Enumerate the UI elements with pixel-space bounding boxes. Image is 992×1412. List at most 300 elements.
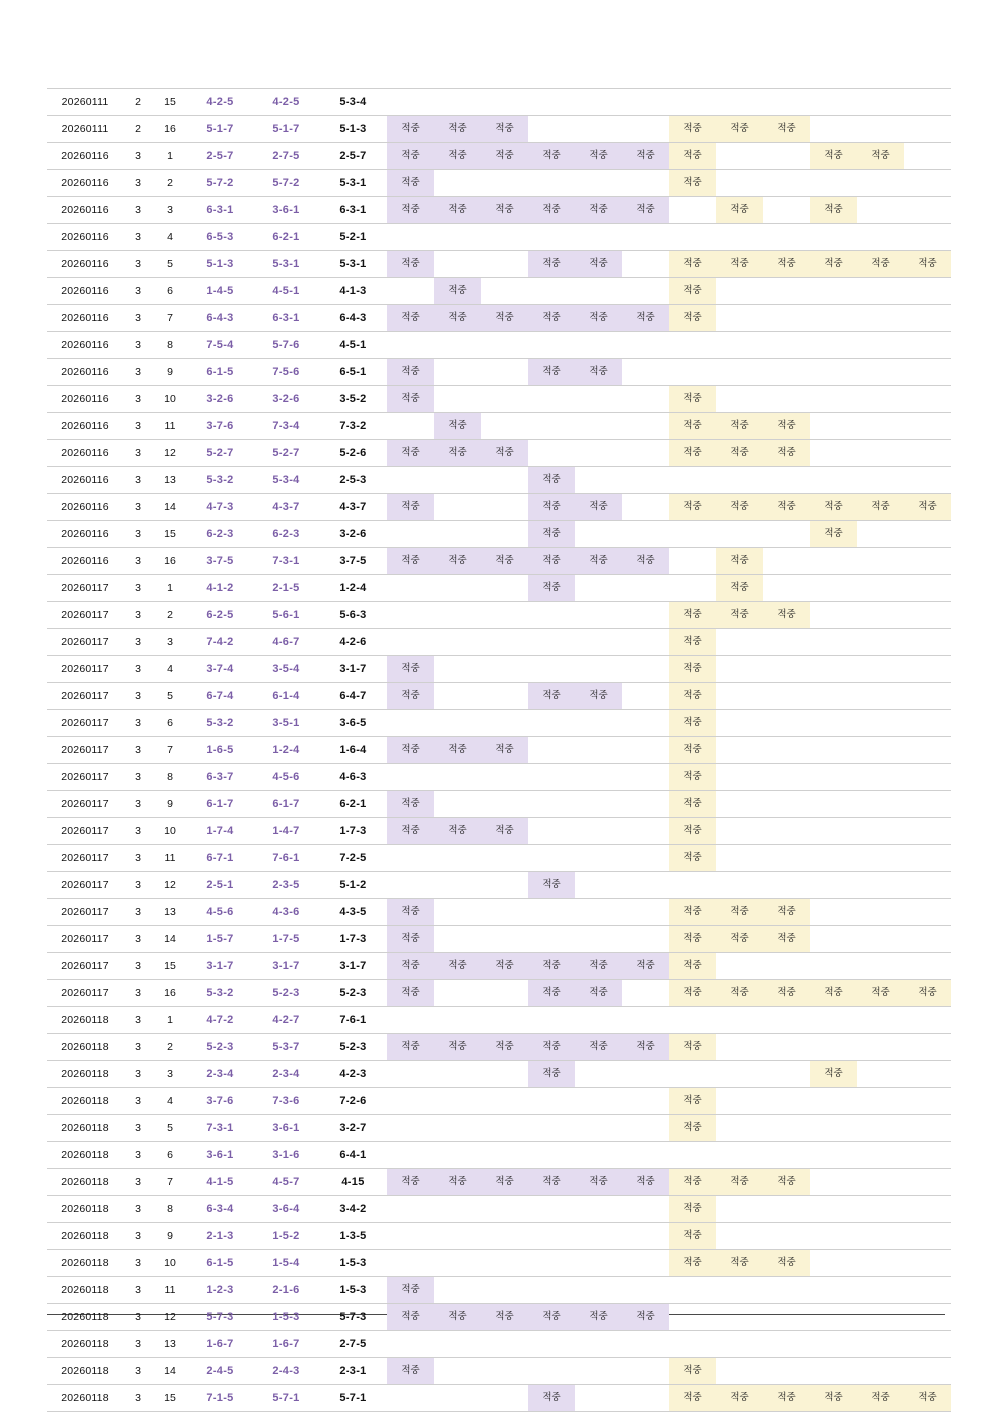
- table-row: [47, 1331, 951, 1358]
- cell-hit-1: [387, 629, 434, 656]
- cell-hit-9: 적중: [763, 116, 810, 143]
- table-row: [47, 872, 951, 899]
- cell-hit-12: [904, 710, 951, 737]
- cell-hit-2: [434, 1331, 481, 1358]
- cell-hit-1: 적중: [387, 1277, 434, 1304]
- cell-hit-10: [810, 872, 857, 899]
- cell-pick-1: 1-2-3: [187, 1277, 253, 1304]
- cell-hit-2: [434, 872, 481, 899]
- cell-hit-12: [904, 764, 951, 791]
- cell-hit-9: [763, 845, 810, 872]
- cell-hit-9: [763, 1061, 810, 1088]
- cell-date: 20260117: [47, 926, 123, 953]
- cell-hit-6: [622, 494, 669, 521]
- cell-hit-8: 적중: [716, 1250, 763, 1277]
- cell-hit-4: [528, 1250, 575, 1277]
- cell-date: 20260118: [47, 1385, 123, 1412]
- cell-pick-1: 6-5-3: [187, 224, 253, 251]
- cell-hit-9: 적중: [763, 1169, 810, 1196]
- cell-round: 3: [123, 305, 153, 332]
- cell-hit-6: 적중: [622, 953, 669, 980]
- cell-hit-12: [904, 656, 951, 683]
- cell-hit-2: 적중: [434, 1034, 481, 1061]
- cell-hit-9: 적중: [763, 1250, 810, 1277]
- cell-hit-9: [763, 1331, 810, 1358]
- cell-result: 3-6-5: [319, 710, 387, 737]
- cell-hit-9: [763, 548, 810, 575]
- cell-hit-1: 적중: [387, 251, 434, 278]
- cell-hit-3: [481, 1331, 528, 1358]
- cell-round: 3: [123, 899, 153, 926]
- cell-hit-12: [904, 1061, 951, 1088]
- cell-hit-3: 적중: [481, 305, 528, 332]
- cell-date: 20260117: [47, 791, 123, 818]
- cell-hit-6: 적중: [622, 305, 669, 332]
- cell-round: 3: [123, 1142, 153, 1169]
- cell-hit-12: [904, 872, 951, 899]
- cell-hit-2: [434, 683, 481, 710]
- cell-hit-4: [528, 224, 575, 251]
- cell-hit-7: 적중: [669, 899, 716, 926]
- cell-hit-9: [763, 629, 810, 656]
- cell-pick-1: 5-3-2: [187, 467, 253, 494]
- cell-round: 3: [123, 1331, 153, 1358]
- cell-hit-5: [575, 872, 622, 899]
- cell-hit-10: [810, 710, 857, 737]
- cell-hit-11: [857, 1304, 904, 1331]
- cell-hit-12: [904, 737, 951, 764]
- cell-hit-6: [622, 1196, 669, 1223]
- cell-hit-6: [622, 1088, 669, 1115]
- cell-pick-1: 1-7-4: [187, 818, 253, 845]
- cell-hit-3: [481, 1115, 528, 1142]
- cell-hit-2: [434, 980, 481, 1007]
- cell-round: 3: [123, 872, 153, 899]
- cell-hit-6: [622, 710, 669, 737]
- cell-hit-7: [669, 89, 716, 116]
- cell-result: 4-3-5: [319, 899, 387, 926]
- cell-hit-7: [669, 521, 716, 548]
- cell-result: 5-1-3: [319, 116, 387, 143]
- cell-hit-7: [669, 224, 716, 251]
- cell-result: 5-2-3: [319, 1034, 387, 1061]
- cell-result: 3-4-2: [319, 1196, 387, 1223]
- table-row: [47, 197, 951, 224]
- cell-round: 3: [123, 602, 153, 629]
- cell-game: 8: [153, 332, 187, 359]
- cell-hit-7: 적중: [669, 1196, 716, 1223]
- cell-pick-2: 4-5-6: [253, 764, 319, 791]
- cell-hit-8: [716, 710, 763, 737]
- cell-hit-1: 적중: [387, 494, 434, 521]
- cell-pick-1: 2-4-5: [187, 1358, 253, 1385]
- table-row: [47, 575, 951, 602]
- cell-hit-11: [857, 872, 904, 899]
- table-row: [47, 224, 951, 251]
- cell-hit-6: [622, 1331, 669, 1358]
- cell-result: 5-3-1: [319, 170, 387, 197]
- cell-hit-11: [857, 764, 904, 791]
- cell-result: 2-5-7: [319, 143, 387, 170]
- cell-hit-3: [481, 1385, 528, 1412]
- cell-hit-4: [528, 278, 575, 305]
- cell-pick-1: 7-1-5: [187, 1385, 253, 1412]
- cell-pick-1: 6-3-1: [187, 197, 253, 224]
- cell-date: 20260118: [47, 1358, 123, 1385]
- cell-result: 7-2-5: [319, 845, 387, 872]
- cell-hit-10: [810, 845, 857, 872]
- cell-result: 5-2-6: [319, 440, 387, 467]
- cell-pick-2: 3-5-4: [253, 656, 319, 683]
- cell-hit-3: 적중: [481, 1169, 528, 1196]
- cell-round: 3: [123, 953, 153, 980]
- cell-hit-4: 적중: [528, 683, 575, 710]
- cell-hit-8: 적중: [716, 1169, 763, 1196]
- cell-hit-6: [622, 845, 669, 872]
- cell-hit-12: [904, 521, 951, 548]
- cell-hit-4: [528, 413, 575, 440]
- cell-hit-4: [528, 1142, 575, 1169]
- cell-hit-10: [810, 548, 857, 575]
- cell-hit-9: [763, 1034, 810, 1061]
- cell-hit-10: [810, 818, 857, 845]
- cell-hit-3: [481, 710, 528, 737]
- cell-date: 20260116: [47, 251, 123, 278]
- cell-hit-2: 적중: [434, 548, 481, 575]
- cell-hit-11: [857, 467, 904, 494]
- cell-pick-1: 4-2-5: [187, 89, 253, 116]
- cell-game: 1: [153, 575, 187, 602]
- cell-pick-1: 3-7-4: [187, 656, 253, 683]
- cell-hit-1: [387, 224, 434, 251]
- cell-hit-5: [575, 224, 622, 251]
- cell-hit-2: [434, 521, 481, 548]
- table-row: [47, 1142, 951, 1169]
- cell-hit-3: [481, 1007, 528, 1034]
- cell-pick-1: 4-1-2: [187, 575, 253, 602]
- cell-game: 4: [153, 1088, 187, 1115]
- cell-result: 5-6-3: [319, 602, 387, 629]
- cell-hit-9: [763, 1223, 810, 1250]
- cell-result: 2-3-1: [319, 1358, 387, 1385]
- cell-hit-10: [810, 1358, 857, 1385]
- cell-pick-1: 6-2-3: [187, 521, 253, 548]
- cell-hit-6: 적중: [622, 1304, 669, 1331]
- cell-hit-1: 적중: [387, 791, 434, 818]
- cell-hit-11: [857, 1088, 904, 1115]
- cell-pick-2: 1-5-2: [253, 1223, 319, 1250]
- cell-hit-5: [575, 1088, 622, 1115]
- cell-hit-2: [434, 1115, 481, 1142]
- cell-hit-12: [904, 413, 951, 440]
- cell-hit-9: [763, 710, 810, 737]
- cell-round: 3: [123, 332, 153, 359]
- cell-hit-6: [622, 278, 669, 305]
- cell-round: 3: [123, 251, 153, 278]
- cell-hit-3: [481, 629, 528, 656]
- cell-hit-10: [810, 899, 857, 926]
- cell-hit-2: [434, 170, 481, 197]
- cell-round: 3: [123, 710, 153, 737]
- cell-hit-2: [434, 494, 481, 521]
- cell-pick-2: 3-2-6: [253, 386, 319, 413]
- cell-hit-6: 적중: [622, 143, 669, 170]
- cell-hit-1: [387, 602, 434, 629]
- cell-pick-1: 5-7-2: [187, 170, 253, 197]
- cell-result: 6-4-7: [319, 683, 387, 710]
- cell-hit-12: [904, 629, 951, 656]
- cell-hit-6: [622, 1142, 669, 1169]
- cell-hit-7: 적중: [669, 602, 716, 629]
- cell-hit-12: 적중: [904, 1385, 951, 1412]
- cell-hit-1: 적중: [387, 116, 434, 143]
- table-row: [47, 1169, 951, 1196]
- cell-game: 1: [153, 1007, 187, 1034]
- cell-round: 3: [123, 1169, 153, 1196]
- cell-hit-6: [622, 602, 669, 629]
- cell-hit-12: [904, 224, 951, 251]
- cell-hit-10: [810, 413, 857, 440]
- cell-round: 3: [123, 764, 153, 791]
- cell-hit-9: [763, 1358, 810, 1385]
- cell-hit-3: 적중: [481, 143, 528, 170]
- cell-hit-12: [904, 359, 951, 386]
- cell-game: 15: [153, 953, 187, 980]
- cell-hit-4: 적중: [528, 1385, 575, 1412]
- cell-pick-2: 5-6-1: [253, 602, 319, 629]
- cell-hit-7: 적중: [669, 116, 716, 143]
- cell-round: 3: [123, 575, 153, 602]
- cell-pick-2: 5-3-4: [253, 467, 319, 494]
- cell-hit-8: [716, 1061, 763, 1088]
- cell-hit-11: [857, 602, 904, 629]
- cell-hit-8: 적중: [716, 251, 763, 278]
- cell-pick-2: 1-7-5: [253, 926, 319, 953]
- cell-date: 20260116: [47, 413, 123, 440]
- cell-hit-1: [387, 845, 434, 872]
- cell-game: 6: [153, 710, 187, 737]
- cell-hit-10: [810, 224, 857, 251]
- cell-round: 3: [123, 629, 153, 656]
- cell-hit-11: [857, 953, 904, 980]
- cell-pick-1: 5-3-2: [187, 710, 253, 737]
- cell-hit-8: [716, 845, 763, 872]
- cell-hit-5: [575, 170, 622, 197]
- cell-hit-6: [622, 170, 669, 197]
- cell-hit-5: [575, 1142, 622, 1169]
- cell-hit-12: [904, 1250, 951, 1277]
- cell-hit-1: 적중: [387, 1034, 434, 1061]
- cell-hit-8: [716, 1034, 763, 1061]
- cell-hit-6: [622, 1223, 669, 1250]
- cell-hit-5: [575, 1277, 622, 1304]
- cell-hit-7: 적중: [669, 251, 716, 278]
- cell-pick-2: 7-3-4: [253, 413, 319, 440]
- cell-hit-9: [763, 1196, 810, 1223]
- cell-hit-7: 적중: [669, 440, 716, 467]
- cell-hit-1: 적중: [387, 737, 434, 764]
- cell-pick-1: 7-4-2: [187, 629, 253, 656]
- cell-hit-11: [857, 548, 904, 575]
- cell-hit-2: 적중: [434, 116, 481, 143]
- cell-round: 3: [123, 818, 153, 845]
- cell-hit-4: 적중: [528, 872, 575, 899]
- cell-hit-10: 적중: [810, 1385, 857, 1412]
- cell-pick-2: 5-7-2: [253, 170, 319, 197]
- cell-hit-5: [575, 1007, 622, 1034]
- cell-pick-1: 2-1-3: [187, 1223, 253, 1250]
- cell-round: 3: [123, 494, 153, 521]
- cell-hit-12: [904, 845, 951, 872]
- cell-hit-5: 적중: [575, 953, 622, 980]
- cell-date: 20260117: [47, 683, 123, 710]
- cell-hit-7: 적중: [669, 413, 716, 440]
- table-row: [47, 818, 951, 845]
- cell-hit-2: 적중: [434, 143, 481, 170]
- cell-hit-7: [669, 1142, 716, 1169]
- table-row: [47, 1250, 951, 1277]
- cell-hit-6: 적중: [622, 548, 669, 575]
- cell-hit-9: [763, 1115, 810, 1142]
- cell-hit-4: [528, 1223, 575, 1250]
- cell-hit-7: 적중: [669, 656, 716, 683]
- cell-pick-2: 1-5-4: [253, 1250, 319, 1277]
- cell-hit-3: [481, 1061, 528, 1088]
- cell-hit-3: [481, 656, 528, 683]
- cell-pick-1: 6-3-7: [187, 764, 253, 791]
- table-row: [47, 1358, 951, 1385]
- cell-hit-10: [810, 1196, 857, 1223]
- cell-hit-10: [810, 1304, 857, 1331]
- table-row: [47, 413, 951, 440]
- cell-hit-11: [857, 197, 904, 224]
- cell-pick-2: 2-3-4: [253, 1061, 319, 1088]
- cell-result: 4-3-7: [319, 494, 387, 521]
- cell-round: 3: [123, 683, 153, 710]
- cell-hit-9: [763, 332, 810, 359]
- cell-hit-5: [575, 467, 622, 494]
- cell-hit-10: [810, 1007, 857, 1034]
- cell-hit-9: [763, 791, 810, 818]
- cell-round: 3: [123, 1061, 153, 1088]
- cell-hit-1: 적중: [387, 305, 434, 332]
- cell-hit-5: [575, 602, 622, 629]
- cell-result: 6-2-1: [319, 791, 387, 818]
- cell-result: 5-2-1: [319, 224, 387, 251]
- cell-hit-11: [857, 845, 904, 872]
- cell-hit-6: [622, 1115, 669, 1142]
- cell-hit-8: [716, 467, 763, 494]
- cell-hit-6: [622, 359, 669, 386]
- table-row: [47, 899, 951, 926]
- cell-hit-7: [669, 1331, 716, 1358]
- cell-hit-5: [575, 1223, 622, 1250]
- cell-hit-9: [763, 386, 810, 413]
- cell-hit-9: [763, 1007, 810, 1034]
- cell-hit-12: [904, 440, 951, 467]
- cell-pick-1: 3-7-6: [187, 413, 253, 440]
- cell-game: 12: [153, 440, 187, 467]
- cell-game: 5: [153, 251, 187, 278]
- cell-hit-4: [528, 170, 575, 197]
- cell-hit-8: [716, 1088, 763, 1115]
- cell-hit-9: 적중: [763, 440, 810, 467]
- cell-hit-9: 적중: [763, 980, 810, 1007]
- cell-hit-10: 적중: [810, 197, 857, 224]
- cell-hit-10: [810, 89, 857, 116]
- cell-pick-2: 5-1-7: [253, 116, 319, 143]
- cell-game: 7: [153, 1169, 187, 1196]
- cell-hit-3: [481, 980, 528, 1007]
- cell-hit-8: [716, 332, 763, 359]
- cell-hit-5: 적중: [575, 359, 622, 386]
- cell-hit-4: [528, 791, 575, 818]
- cell-hit-8: [716, 143, 763, 170]
- cell-result: 1-6-4: [319, 737, 387, 764]
- cell-hit-3: 적중: [481, 548, 528, 575]
- cell-hit-11: [857, 278, 904, 305]
- cell-hit-4: 적중: [528, 359, 575, 386]
- cell-hit-2: [434, 791, 481, 818]
- cell-hit-9: [763, 818, 810, 845]
- table-row: [47, 170, 951, 197]
- cell-hit-5: [575, 1358, 622, 1385]
- table-row: [47, 1223, 951, 1250]
- cell-date: 20260116: [47, 278, 123, 305]
- cell-pick-2: 7-6-1: [253, 845, 319, 872]
- cell-hit-8: [716, 1304, 763, 1331]
- cell-hit-2: 적중: [434, 1304, 481, 1331]
- cell-game: 10: [153, 1250, 187, 1277]
- cell-game: 4: [153, 656, 187, 683]
- cell-hit-1: [387, 278, 434, 305]
- cell-round: 3: [123, 656, 153, 683]
- cell-hit-9: [763, 656, 810, 683]
- cell-date: 20260116: [47, 548, 123, 575]
- cell-hit-6: [622, 1007, 669, 1034]
- cell-hit-3: [481, 224, 528, 251]
- cell-hit-6: [622, 818, 669, 845]
- cell-pick-1: 3-1-7: [187, 953, 253, 980]
- cell-hit-11: [857, 656, 904, 683]
- cell-hit-9: [763, 575, 810, 602]
- cell-game: 3: [153, 629, 187, 656]
- cell-pick-1: 3-6-1: [187, 1142, 253, 1169]
- cell-hit-4: [528, 602, 575, 629]
- cell-game: 11: [153, 845, 187, 872]
- cell-pick-2: 4-2-5: [253, 89, 319, 116]
- cell-hit-2: [434, 899, 481, 926]
- cell-round: 3: [123, 440, 153, 467]
- cell-hit-1: [387, 1250, 434, 1277]
- cell-hit-12: [904, 305, 951, 332]
- cell-hit-10: [810, 737, 857, 764]
- cell-date: 20260118: [47, 1331, 123, 1358]
- cell-hit-10: [810, 629, 857, 656]
- cell-hit-5: [575, 116, 622, 143]
- cell-game: 10: [153, 818, 187, 845]
- cell-hit-7: 적중: [669, 629, 716, 656]
- cell-pick-1: 2-3-4: [187, 1061, 253, 1088]
- cell-date: 20260118: [47, 1277, 123, 1304]
- cell-date: 20260116: [47, 359, 123, 386]
- cell-hit-1: [387, 1223, 434, 1250]
- cell-result: 1-5-3: [319, 1277, 387, 1304]
- cell-hit-9: 적중: [763, 899, 810, 926]
- cell-hit-11: 적중: [857, 251, 904, 278]
- cell-game: 12: [153, 1304, 187, 1331]
- cell-round: 3: [123, 170, 153, 197]
